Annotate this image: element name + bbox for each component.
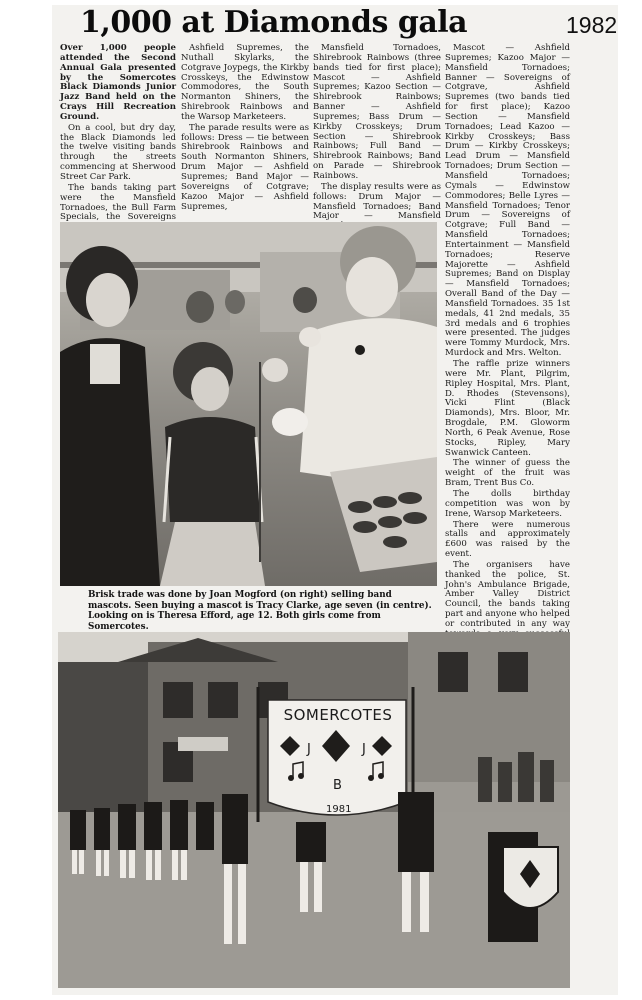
article-column-4 bbox=[445, 43, 570, 629]
paragraph: The organisers have thanked the police, St. John's Ambulance Brigade, Amber Valley District Council, the bands taking part and anyone who helped or contributed in any way bbox=[445, 559, 570, 629]
banner-letter-right: J bbox=[362, 742, 366, 757]
paragraph: The dolls birthday competition was won by Irene, Warsop Marketeers. bbox=[445, 488, 570, 519]
parade-photo-art bbox=[58, 632, 570, 988]
paragraph: There were numerous stalls and approximately £600 was raised by the event. bbox=[445, 519, 570, 560]
paragraph: The display results were as follows: Drum Major — Mansfield Tornadoes; Band Major — Mansfield bbox=[313, 181, 441, 222]
parade-photo bbox=[58, 632, 570, 988]
lead-paragraph: Over 1,000 people attended the Second Annual Gala presented by the Somercotes Black Diamonds Junior Jazz Band held on the Crays Hill Recreation Ground. bbox=[60, 43, 176, 122]
article-column-3 bbox=[313, 44, 441, 222]
paragraph: Mascot — Ashfield Supremes; Kazoo Major — Mansfield Tornadoes; Banner — Sovereigns of Cotgrave, Ashfield Supremes (two bands tied for first place); Kazoo Section — Mansfield Tornadoes; Lead Kazoo — Kirkby Crosskeys; Bass Drum — Kirkby Crosskeys; Lead Drum — Mansfield Tornadoes; Drum Section — Mansfield Tornadoes; Cymals — Edwinstow Commodores; Belle Lyres — Mansfield Tornadoes; Tenor Drum — Sovereigns of Cotgrave; Full Band — Mansfield Tornadoes; Entertainment — Mansfield Tornadoes; Reserve Majorette — Ashfield Supremes; Band on Display — Mansfield Tornadoes; Overall Band of the Day — Mansfield Tornadoes. 35 1st medals, 41 2nd medals, 35 3rd medals and 6 trophies were presented. The judges were Tommy Murdock, Mrs. Murdock and Mrs. Welton. bbox=[445, 43, 570, 359]
article-column-2 bbox=[181, 44, 309, 222]
paragraph: The winner of guess the weight of the fruit was Bram, Trent Bus Co. bbox=[445, 458, 570, 489]
stall-photo-art bbox=[60, 222, 437, 586]
banner-title: SOMERCOTES bbox=[283, 706, 393, 724]
paragraph: Ashfield Supremes, the Nuthall Skylarks, the Cotgrave Joypegs, the Kirkby Crosskeys, the Edwinstow Commodores, the South Normanton Shiners, the Shirebrook Rainbows and the Warsop Marketeers. bbox=[181, 43, 309, 122]
year-label: 1982 bbox=[566, 12, 618, 38]
paragraph: The bands taking part were the Mansfield Tornadoes, the Bull Farm Specials, the Sovereigns bbox=[60, 182, 176, 223]
photo-caption: Brisk trade was done by Joan Mogford (on right) selling band mascots. Seen buying a mascot is Tracy Clarke, age seven (in centre). Looking on is Theresa Efford, age 12. Both girls come from Somercotes. bbox=[88, 590, 432, 632]
paragraph: On a cool, but dry day, the Black Diamonds led the twelve visiting bands through the streets commencing at Sherwood Street Car Park. bbox=[60, 122, 176, 182]
paragraph: The parade results were as follows: Dress — tie between Shirebrook Rainbows and South Normanton Shiners, Drum Major — Ashfield Supremes; Band Major — Sovereigns of Cotgrave; Kazoo Major — Ashfield Supremes, bbox=[181, 122, 309, 212]
stall-photo bbox=[60, 222, 437, 586]
headline: 1,000 at Diamonds gala bbox=[80, 5, 468, 40]
paragraph: The raffle prize winners were Mr. Plant, Pilgrim, Ripley Hospital, Mrs. Plant, D. Rhodes (Stevensons), Vicki Flint (Black Diamonds), Mrs. Bloor, Mr. Brogdale, P.M. Gloworm North, 6 Peak Avenue, Rose Stocks, Ripley, Mary Swanwick Canteen. bbox=[445, 359, 570, 458]
banner-year: 1981 bbox=[326, 804, 352, 815]
paragraph: Mansfield Tornadoes, Shirebrook Rainbows (three bands tied for first place); Mascot — Ashfield Supremes; Kazoo Section — Shirebrook Rainbows; Banner — Ashfield Supremes; Bass Drum — Kirkby Crosskeys; Drum Section — Shirebrook Rainbows; Full Band — Shirebrook Rainbows; Band on Parade — Shirebrook Rainbows. bbox=[313, 43, 441, 181]
banner-letter-center: B bbox=[333, 778, 342, 793]
banner-letter-left: J bbox=[307, 742, 311, 757]
